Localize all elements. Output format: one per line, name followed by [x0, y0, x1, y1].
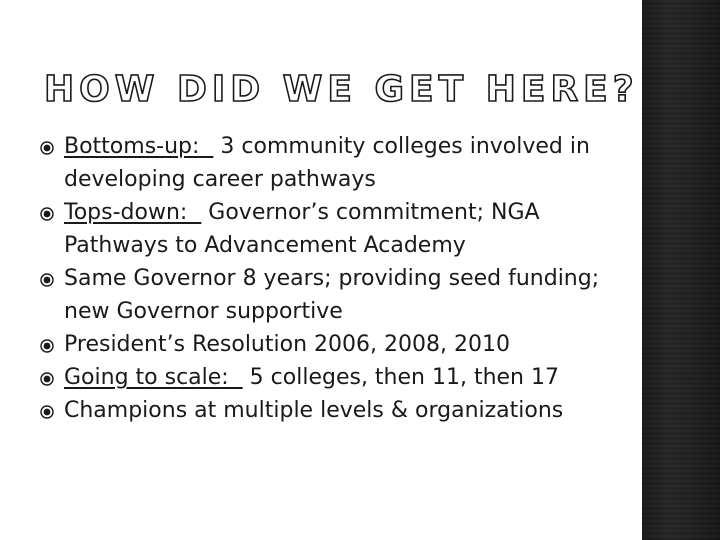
- bullet-text: 5 colleges, then 11, then 17: [242, 365, 559, 390]
- bullet-item: [38, 328, 618, 361]
- bullet-item: [38, 262, 618, 328]
- bullet-item: [38, 361, 618, 394]
- circled-dot-bullet-icon: [40, 339, 54, 353]
- bullet-text: Champions at multiple levels & organizations: [64, 398, 564, 423]
- bullet-text: 3 community colleges involved in developing career pathways: [64, 134, 590, 192]
- circled-dot-bullet-icon: [40, 207, 54, 221]
- circled-dot-bullet-icon: [40, 141, 54, 155]
- bullet-lead: Tops-down:: [64, 200, 202, 225]
- decorative-side-band: [642, 0, 720, 540]
- bullet-text: Same Governor 8 years; providing seed funding; new Governor supportive: [64, 266, 600, 324]
- circled-dot-bullet-icon: [40, 405, 54, 419]
- circled-dot-bullet-icon: [40, 273, 54, 287]
- bullet-item: [38, 196, 618, 262]
- bullet-item: [38, 394, 618, 427]
- slide-title: HOW DID WE GET HERE?: [44, 69, 639, 110]
- bullet-text: President’s Resolution 2006, 2008, 2010: [64, 332, 510, 357]
- bullet-item: [38, 130, 618, 196]
- bullet-lead: Going to scale:: [64, 365, 243, 390]
- circled-dot-bullet-icon: [40, 372, 54, 386]
- bullet-text: Governor’s commitment; NGA Pathways to Advancement Academy: [64, 200, 540, 258]
- bullet-lead: Bottoms-up:: [64, 134, 214, 159]
- bullet-list: [38, 130, 618, 427]
